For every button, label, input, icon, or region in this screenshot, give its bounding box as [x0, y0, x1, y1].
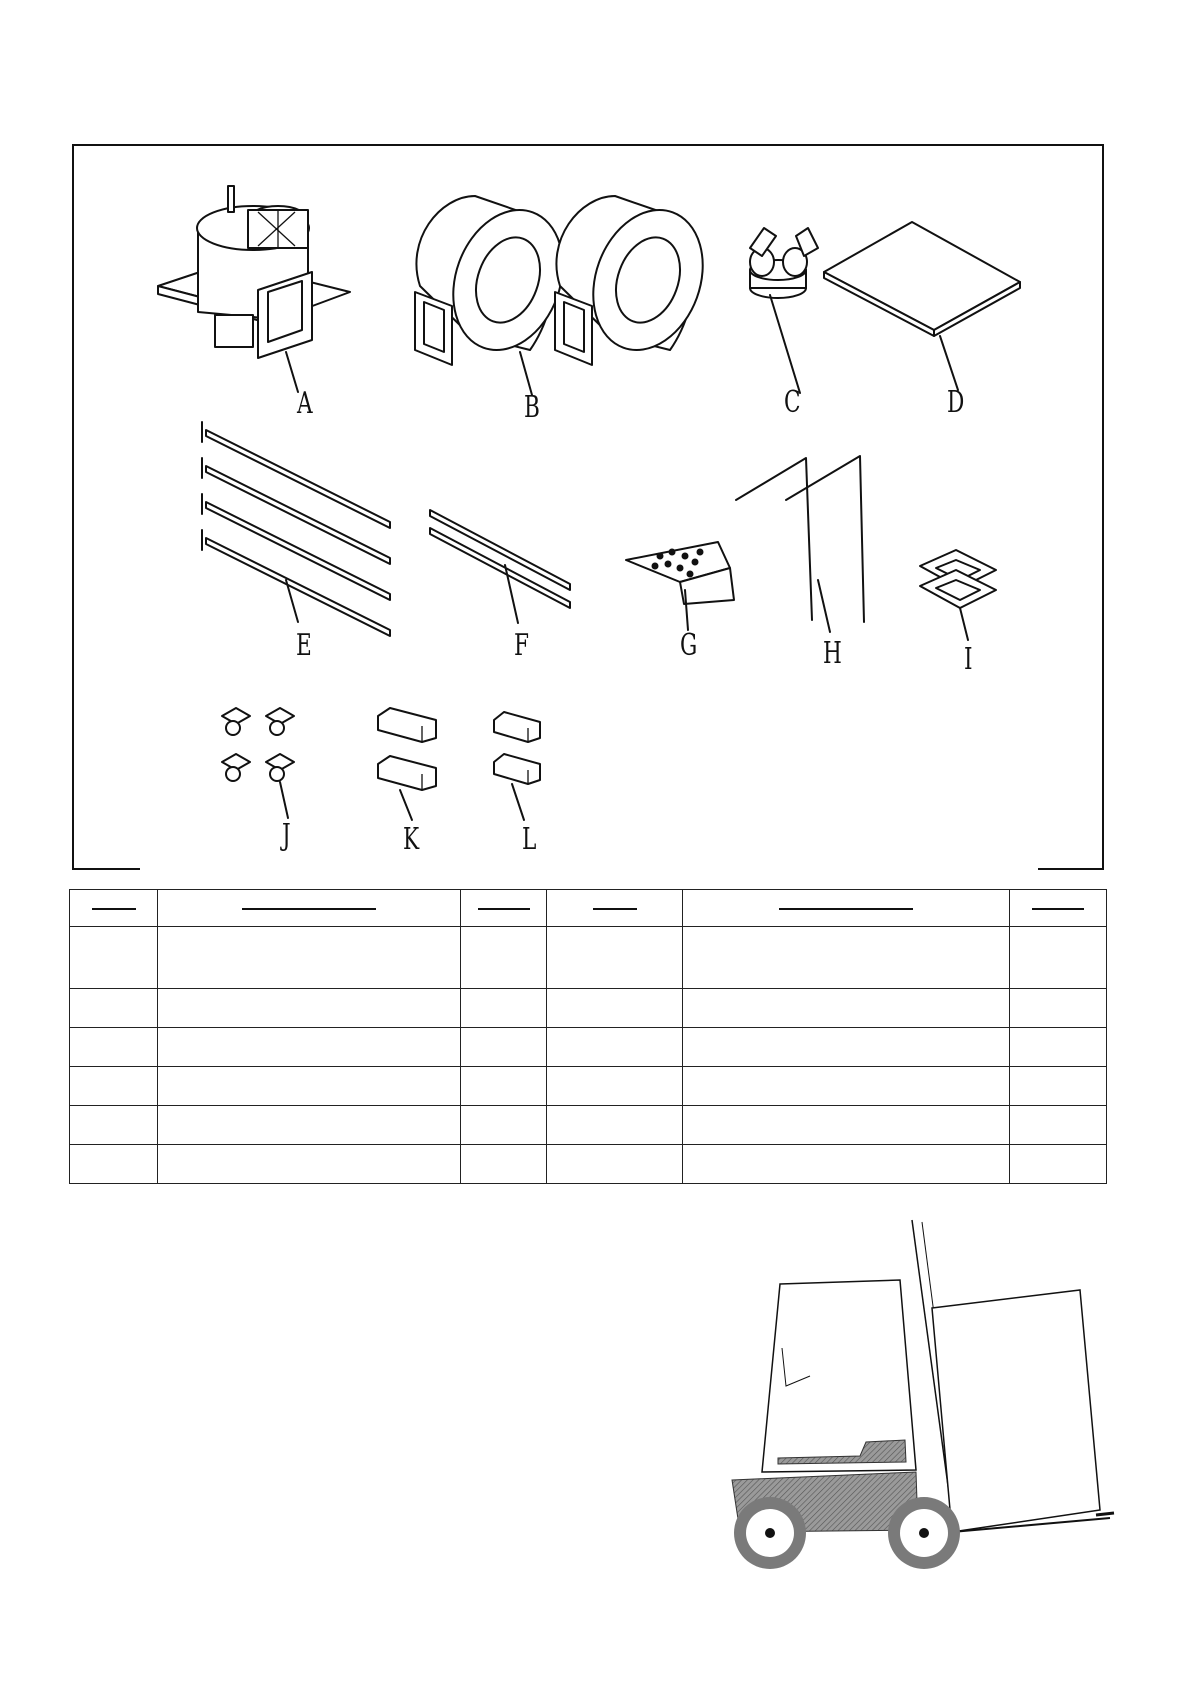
table-header-row [70, 890, 1107, 927]
part-label-l: L [522, 822, 537, 857]
header-cell-qty-right [1010, 890, 1107, 927]
part-label-g: G [680, 628, 698, 663]
part-label-d: D [947, 385, 965, 420]
part-h-bent-rods-drawing [736, 456, 864, 632]
header-cell-no-left [70, 890, 158, 927]
header-cell-description-right [683, 890, 1010, 927]
part-l-small-pads-drawing [494, 712, 540, 820]
part-label-j: J [282, 818, 291, 853]
forklift-cab [762, 1280, 916, 1472]
table-row [70, 989, 1107, 1028]
table-row [70, 1067, 1107, 1106]
header-cell-qty-left [461, 890, 547, 927]
forklift-illustration [700, 1210, 1120, 1590]
part-label-i: I [964, 642, 973, 677]
header-cell-no-right [547, 890, 683, 927]
part-k-pads-drawing [378, 708, 436, 820]
table-row [70, 1028, 1107, 1067]
part-d-plate-drawing [824, 222, 1020, 390]
part-label-f: F [514, 628, 529, 663]
part-label-b: B [524, 390, 540, 425]
part-b-volute-housings-drawing [415, 195, 721, 395]
table-row [70, 1106, 1107, 1145]
part-e-rails-drawing [202, 422, 390, 636]
part-a-blower-motor-drawing [158, 186, 350, 392]
part-f-rods-drawing [430, 510, 570, 623]
part-label-c: C [784, 385, 801, 420]
part-j-casters-drawing [222, 708, 294, 818]
table-row [70, 1145, 1107, 1184]
part-g-hardware-bag-drawing [626, 542, 734, 630]
header-cell-description-left [158, 890, 461, 927]
part-label-e: E [296, 628, 312, 663]
table-row [70, 927, 1107, 989]
forklift-load-box [932, 1290, 1114, 1532]
part-label-k: K [403, 822, 420, 857]
part-c-y-pipe-drawing [750, 228, 818, 393]
part-label-h: H [823, 636, 842, 671]
part-label-a: A [297, 386, 313, 421]
part-i-flange-gaskets-drawing [920, 550, 996, 640]
parts-table [69, 889, 1107, 1184]
